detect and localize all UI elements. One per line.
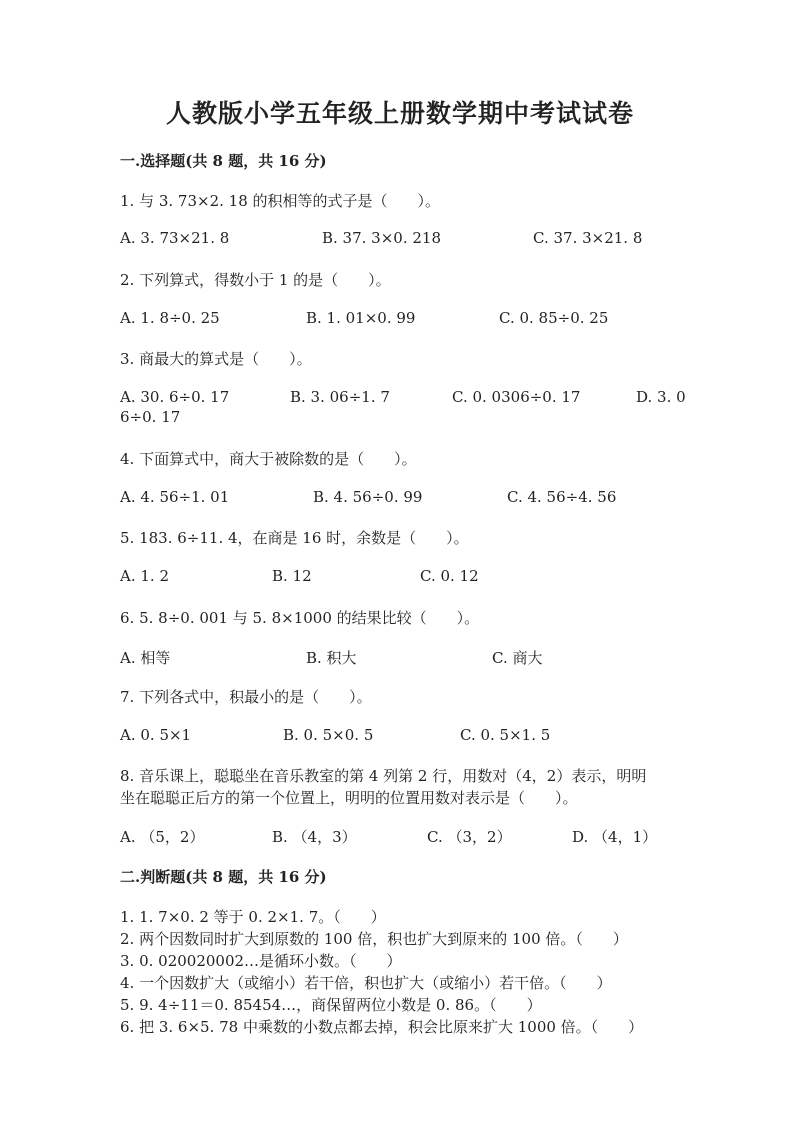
question-2-stem: 2. 下列算式，得数小于 1 的是（ ）。: [120, 271, 391, 289]
section-heading-judgement: 二.判断题(共 8 题，共 16 分): [120, 868, 327, 886]
question-1-option-a: A. 3. 73×21. 8: [120, 229, 230, 247]
judgement-item: 4. 一个因数扩大（或缩小）若干倍，积也扩大（或缩小）若干倍。（ ）: [120, 974, 612, 992]
question-7-stem: 7. 下列各式中，积最小的是（ ）。: [120, 688, 372, 706]
judgement-item: 3. 0. 020020002…是循环小数。（ ）: [120, 952, 402, 970]
question-1-option-c: C. 37. 3×21. 8: [533, 229, 643, 247]
question-6-option-b: B. 积大: [306, 649, 357, 667]
question-8-option-d: D. （4，1）: [572, 828, 658, 846]
question-3-option-c: C. 0. 0306÷0. 17: [452, 388, 581, 406]
question-5-option-a: A. 1. 2: [120, 567, 169, 585]
question-5-option-b: B. 12: [272, 567, 312, 585]
question-5-stem: 5. 183. 6÷11. 4，在商是 16 时，余数是（ ）。: [120, 529, 469, 547]
question-6-option-a: A. 相等: [120, 649, 171, 667]
question-5-option-c: C. 0. 12: [420, 567, 479, 585]
question-4-stem: 4. 下面算式中，商大于被除数的是（ ）。: [120, 450, 417, 468]
question-3-option-a: A. 30. 6÷0. 17: [120, 388, 230, 406]
question-8-stem-line2: 坐在聪聪正后方的第一个位置上，明明的位置用数对表示是（ ）。: [120, 789, 578, 807]
question-8-stem-line1: 8. 音乐课上，聪聪坐在音乐教室的第 4 列第 2 行，用数对（4，2）表示，明明: [120, 767, 647, 785]
question-4-option-b: B. 4. 56÷0. 99: [313, 488, 423, 506]
question-3-option-d-wrap: 6÷0. 17: [120, 408, 181, 426]
judgement-item: 6. 把 3. 6×5. 78 中乘数的小数点都去掉，积会比原来扩大 1000 倍。（ ）: [120, 1018, 644, 1036]
question-8-option-b: B. （4，3）: [272, 828, 357, 846]
question-3-option-d: D. 3. 0: [636, 388, 686, 406]
question-2-option-a: A. 1. 8÷0. 25: [120, 309, 220, 327]
question-6-option-c: C. 商大: [492, 649, 543, 667]
question-2-option-b: B. 1. 01×0. 99: [306, 309, 416, 327]
question-1-option-b: B. 37. 3×0. 218: [322, 229, 442, 247]
question-8-option-c: C. （3，2）: [427, 828, 512, 846]
question-7-option-c: C. 0. 5×1. 5: [460, 726, 551, 744]
page-title: 人教版小学五年级上册数学期中考试试卷: [165, 99, 634, 128]
section-heading-choice: 一.选择题(共 8 题，共 16 分): [120, 152, 327, 170]
question-7-option-b: B. 0. 5×0. 5: [283, 726, 374, 744]
question-1-stem: 1. 与 3. 73×2. 18 的积相等的式子是（ ）。: [120, 192, 441, 210]
question-4-option-a: A. 4. 56÷1. 01: [120, 488, 230, 506]
question-3-option-b: B. 3. 06÷1. 7: [290, 388, 390, 406]
judgement-item: 2. 两个因数同时扩大到原数的 100 倍，积也扩大到原来的 100 倍。（ ）: [120, 930, 628, 948]
question-4-option-c: C. 4. 56÷4. 56: [507, 488, 617, 506]
question-7-option-a: A. 0. 5×1: [120, 726, 192, 744]
judgement-item: 5. 9. 4÷11＝0. 85454…，商保留两位小数是 0. 86。（ ）: [120, 996, 542, 1014]
question-6-stem: 6. 5. 8÷0. 001 与 5. 8×1000 的结果比较（ ）。: [120, 609, 480, 627]
judgement-item: 1. 1. 7×0. 2 等于 0. 2×1. 7。（ ）: [120, 908, 386, 926]
question-8-option-a: A. （5，2）: [120, 828, 205, 846]
question-2-option-c: C. 0. 85÷0. 25: [499, 309, 609, 327]
question-3-stem: 3. 商最大的算式是（ ）。: [120, 350, 312, 368]
